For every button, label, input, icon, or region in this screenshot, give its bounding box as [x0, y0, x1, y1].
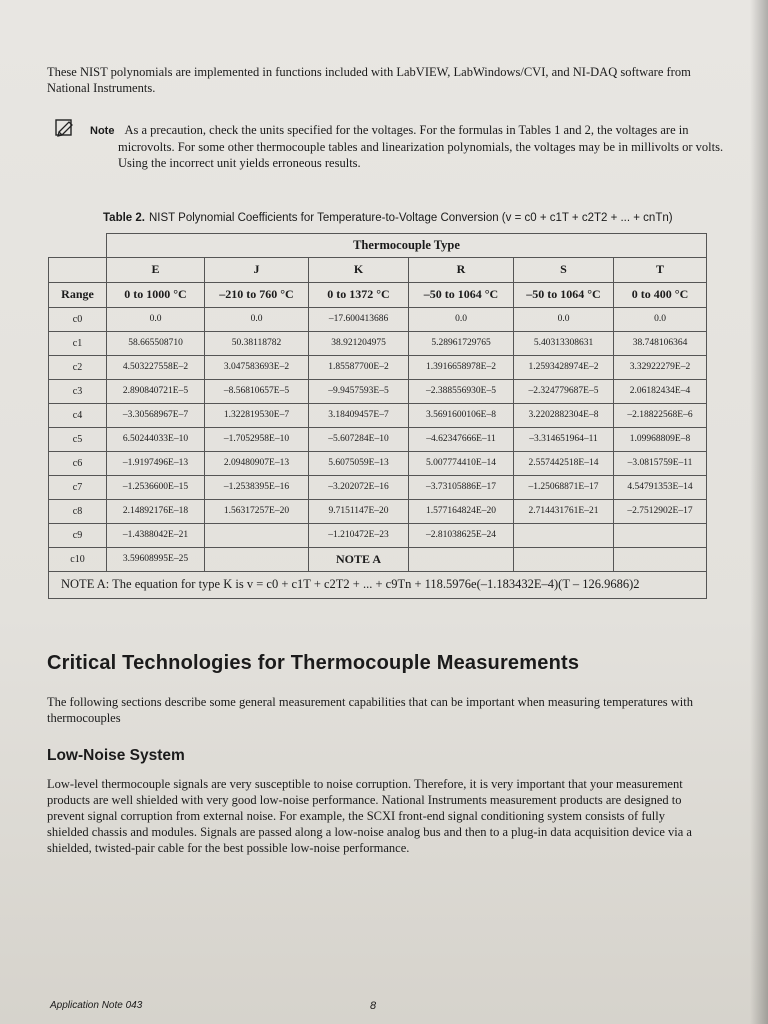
note-block [90, 122, 748, 171]
table-row [49, 451, 707, 475]
range-cell: –50 to 1064 °C [514, 282, 614, 307]
coefficient-cell: NOTE A [309, 547, 409, 571]
coefficient-cell: 5.40313308631 [514, 331, 614, 355]
table-row [49, 427, 707, 451]
page-number: 8 [370, 1000, 377, 1012]
range-cell: –210 to 760 °C [205, 282, 309, 307]
table-corner [49, 234, 107, 258]
section-title: Critical Technologies for Thermocouple Measurements [47, 652, 580, 674]
coefficient-cell: 2.557442518E–14 [514, 451, 614, 475]
coefficient-cell: –3.0815759E–11 [614, 451, 707, 475]
coefficient-cell: 0.0 [409, 307, 514, 331]
coefficient-cell: –9.9457593E–5 [309, 379, 409, 403]
coefficient-cell: –1.2536600E–15 [107, 475, 205, 499]
blank-type-cell [49, 257, 107, 282]
coefficient-cell [205, 547, 309, 571]
coefficient-cell: 38.921204975 [309, 331, 409, 355]
coefficient-label: c6 [49, 451, 107, 475]
coefficient-cell: 2.714431761E–21 [514, 499, 614, 523]
coefficient-cell: 1.3916658978E–2 [409, 355, 514, 379]
coefficient-cell: 3.59608995E–25 [107, 547, 205, 571]
coefficient-cell: –3.202072E–16 [309, 475, 409, 499]
range-cell: 0 to 400 °C [614, 282, 707, 307]
coefficient-label: c2 [49, 355, 107, 379]
coefficient-cell: –2.388556930E–5 [409, 379, 514, 403]
coefficient-cell: 50.38118782 [205, 331, 309, 355]
coefficient-cell: 38.748106364 [614, 331, 707, 355]
coefficient-cell: 9.7151147E–20 [309, 499, 409, 523]
coefficient-cell: 2.06182434E–4 [614, 379, 707, 403]
type-header-cell: R [409, 257, 514, 282]
note-text: As a precaution, check the units specified for the voltages. For the formulas in Tables 1 and 2, the voltages are in microvolts. For some other thermocouple tables and linearization polynomials, the voltages may be in millivolts or volts. Using the incorrect unit yields erroneous results. [118, 123, 724, 170]
note-a-equation: NOTE A: The equation for type K is v = c0 + c1T + c2T2 + ... + c9Tn + 118.5976e(–1.183432E–4)(T – 126.9686)2 [49, 571, 707, 598]
coefficient-cell: 3.2202882304E–8 [514, 403, 614, 427]
coefficient-cell: –2.324779687E–5 [514, 379, 614, 403]
coefficient-cell: 0.0 [107, 307, 205, 331]
coefficient-cell: 1.322819530E–7 [205, 403, 309, 427]
coefficient-cell: –1.7052958E–10 [205, 427, 309, 451]
table-row [49, 307, 707, 331]
coefficient-cell: –17.600413686 [309, 307, 409, 331]
type-header-cell: S [514, 257, 614, 282]
coefficient-cell: 2.14892176E–18 [107, 499, 205, 523]
coefficient-cell: –3.73105886E–17 [409, 475, 514, 499]
coefficient-cell: –1.25068871E–17 [514, 475, 614, 499]
coefficient-cell [409, 547, 514, 571]
coefficient-cell: –1.9197496E–13 [107, 451, 205, 475]
coefficient-label: c10 [49, 547, 107, 571]
coefficient-cell [514, 547, 614, 571]
coefficient-cell: –8.56810657E–5 [205, 379, 309, 403]
coefficient-cell: 0.0 [614, 307, 707, 331]
table-row [49, 403, 707, 427]
intro-paragraph: These NIST polynomials are implemented in functions included with LabVIEW, LabWindows/CVI, and NI-DAQ software from National Instruments. [47, 65, 691, 95]
table-caption [103, 212, 673, 224]
coefficient-cell: 2.09480907E–13 [205, 451, 309, 475]
coefficient-cell: –2.7512902E–17 [614, 499, 707, 523]
coefficient-cell: 1.09968809E–8 [614, 427, 707, 451]
table-caption-text: NIST Polynomial Coefficients for Temperature-to-Voltage Conversion (v = c0 + c1T + c2T2 + ... + cnTn) [148, 212, 673, 224]
coefficient-cell [614, 547, 707, 571]
coefficient-cell: 4.503227558E–2 [107, 355, 205, 379]
coefficient-cell: 6.50244033E–10 [107, 427, 205, 451]
coefficient-cell [614, 523, 707, 547]
coefficient-cell: 5.6075059E–13 [309, 451, 409, 475]
table-row [49, 379, 707, 403]
coefficient-cell: –1.210472E–23 [309, 523, 409, 547]
coefficient-cell: –2.81038625E–24 [409, 523, 514, 547]
coefficient-cell: 0.0 [514, 307, 614, 331]
table-caption-label: Table 2. [103, 212, 145, 224]
coefficient-cell: –2.18822568E–6 [614, 403, 707, 427]
coefficient-cell: –1.2538395E–16 [205, 475, 309, 499]
coefficient-cell: –5.607284E–10 [309, 427, 409, 451]
thermocouple-type-header: Thermocouple Type [107, 234, 707, 258]
coefficient-cell: 3.5691600106E–8 [409, 403, 514, 427]
type-header-cell: E [107, 257, 205, 282]
coefficient-cell: 5.28961729765 [409, 331, 514, 355]
table-row [49, 523, 707, 547]
subsection-title: Low-Noise System [47, 747, 185, 764]
coefficient-cell: –4.62347666E–11 [409, 427, 514, 451]
coefficient-cell: 1.2593428974E–2 [514, 355, 614, 379]
coefficient-label: c7 [49, 475, 107, 499]
coefficient-label: c5 [49, 427, 107, 451]
subsection-paragraph: Low-level thermocouple signals are very susceptible to noise corruption. Therefore, it is very important that your measurement products are well shielded with very good low-noise performance. National Instruments measurement products are designed to prevent signal corruption from external noise. For example, the SCXI front-end signal conditioning system consists of fully shielded chassis and modules. Signals are passed along a low-noise analog bus and then to a plug-in data acquisition device via a shielded, twisted-pair cable for the best possible low-noise performance. [47, 777, 692, 855]
table-row [49, 355, 707, 379]
coefficient-label: c4 [49, 403, 107, 427]
range-cell: 0 to 1000 °C [107, 282, 205, 307]
coefficient-cell: –3.30568967E–7 [107, 403, 205, 427]
type-header-cell: T [614, 257, 707, 282]
range-label: Range [49, 282, 107, 307]
table-row [49, 475, 707, 499]
coefficient-cell: 4.54791353E–14 [614, 475, 707, 499]
range-cell: –50 to 1064 °C [409, 282, 514, 307]
table-row [49, 331, 707, 355]
coefficient-label: c9 [49, 523, 107, 547]
coefficient-cell: 1.56317257E–20 [205, 499, 309, 523]
coefficient-table [48, 233, 707, 599]
coefficient-cell: 3.32922279E–2 [614, 355, 707, 379]
note-pencil-icon [54, 117, 76, 139]
type-header-cell: J [205, 257, 309, 282]
section-paragraph: The following sections describe some general measurement capabilities that can be important when measuring temperatures with thermocouples [47, 695, 693, 725]
coefficient-cell [514, 523, 614, 547]
coefficient-cell: –3.314651964–11 [514, 427, 614, 451]
range-cell: 0 to 1372 °C [309, 282, 409, 307]
coefficient-cell: 0.0 [205, 307, 309, 331]
coefficient-cell: 3.18409457E–7 [309, 403, 409, 427]
page-edge-shadow [750, 0, 768, 1024]
coefficient-cell: 3.047583693E–2 [205, 355, 309, 379]
coefficient-cell [205, 523, 309, 547]
coefficient-cell: –1.4388042E–21 [107, 523, 205, 547]
coefficient-cell: 1.85587700E–2 [309, 355, 409, 379]
coefficient-cell: 5.007774410E–14 [409, 451, 514, 475]
type-header-cell: K [309, 257, 409, 282]
note-label: Note [90, 125, 115, 137]
coefficient-label: c8 [49, 499, 107, 523]
table-row [49, 547, 707, 571]
coefficient-label: c1 [49, 331, 107, 355]
coefficient-cell: 2.890840721E–5 [107, 379, 205, 403]
coefficient-cell: 58.665508710 [107, 331, 205, 355]
table-row [49, 499, 707, 523]
footer-doc-name: Application Note 043 [50, 1000, 143, 1011]
coefficient-label: c3 [49, 379, 107, 403]
coefficient-label: c0 [49, 307, 107, 331]
coefficient-cell: 1.577164824E–20 [409, 499, 514, 523]
